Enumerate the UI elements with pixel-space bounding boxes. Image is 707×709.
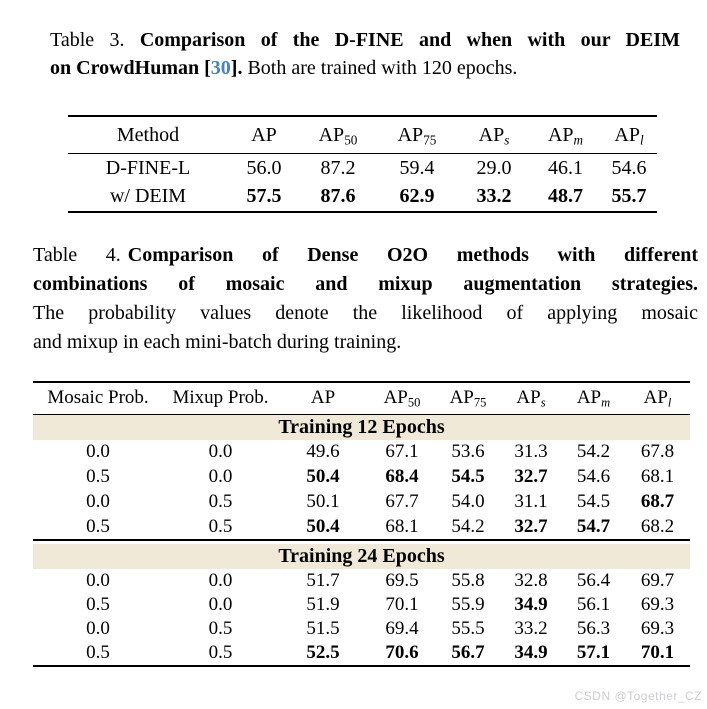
cell-method: D-FINE-L xyxy=(105,156,191,179)
cell-value: 31.1 xyxy=(514,491,548,512)
cell-value: 46.1 xyxy=(548,156,583,179)
cell-value: 52.5 xyxy=(306,641,340,663)
cell-mixup-prob: 0.5 xyxy=(208,515,233,537)
caption-bold-text: Comparison of Dense O2O methods with different xyxy=(127,243,698,266)
table4-header-row xyxy=(33,382,690,415)
section-header-training-12-epochs xyxy=(33,414,690,440)
paper-page xyxy=(0,26,707,709)
cell-value: 70.6 xyxy=(385,641,419,663)
table4-dense-o2o-ablation xyxy=(33,381,690,667)
cell-mosaic-prob: 0.5 xyxy=(86,466,110,487)
cell-value: 57.1 xyxy=(576,641,611,663)
section-title: Training 24 Epochs xyxy=(33,544,690,569)
cell-value: 69.3 xyxy=(640,593,675,615)
cell-value: 68.2 xyxy=(640,515,675,537)
table3-header-row xyxy=(68,116,657,154)
cell-value: 62.9 xyxy=(399,185,435,207)
table4-caption xyxy=(33,241,698,357)
cell-value: 54.2 xyxy=(451,515,485,537)
caption-bold-text: combinations of mosaic and mixup augmentation strategies. xyxy=(33,272,698,295)
cell-value: 55.7 xyxy=(611,185,647,207)
caption-line xyxy=(50,54,680,82)
cell-value: 87.6 xyxy=(320,185,356,207)
cell-value: 48.7 xyxy=(548,185,583,207)
col-header-ap50: $AP_{50}$ xyxy=(300,116,376,154)
table-row xyxy=(33,490,690,515)
cell-value: 32.8 xyxy=(514,569,548,591)
table-row xyxy=(33,593,690,617)
table-row xyxy=(33,641,690,666)
cell-value: 31.3 xyxy=(514,441,548,462)
cell-value: 54.2 xyxy=(576,441,611,462)
col-header-ap-s: $AP_s$ xyxy=(458,116,530,154)
caption-line xyxy=(33,270,698,299)
watermark: CSDN @Together_CZ xyxy=(574,689,702,703)
cell-value: 68.7 xyxy=(640,491,675,512)
caption-text: Both are trained with 120 epochs. xyxy=(247,57,518,79)
cell-value: 49.6 xyxy=(306,441,340,462)
table3-caption xyxy=(50,26,680,82)
cell-value: 33.2 xyxy=(476,185,512,207)
cell-value: 54.6 xyxy=(611,156,647,179)
cell-mixup-prob: 0.0 xyxy=(208,466,233,487)
cell-value: 57.5 xyxy=(246,185,282,207)
cell-value: 69.7 xyxy=(640,569,675,591)
cell-value: 55.5 xyxy=(451,617,485,639)
cell-value: 51.5 xyxy=(306,617,340,639)
cell-mosaic-prob: 0.0 xyxy=(86,441,110,462)
cell-value: 50.4 xyxy=(306,515,340,537)
section-header-training-24-epochs xyxy=(33,544,690,569)
cell-value: 69.4 xyxy=(385,617,419,639)
caption-line xyxy=(33,299,698,328)
cell-value: 55.9 xyxy=(451,593,485,615)
col-header-ap75: $AP_{75}$ xyxy=(376,116,458,154)
cell-value: 51.9 xyxy=(306,593,340,615)
cell-mosaic-prob: 0.5 xyxy=(86,593,110,615)
section-title: Training 12 Epochs xyxy=(33,414,690,440)
col-header-ap-s: $AP_s$ xyxy=(500,382,562,415)
cell-mosaic-prob: 0.0 xyxy=(86,617,110,639)
cell-mixup-prob: 0.0 xyxy=(208,569,233,591)
cell-value: 32.7 xyxy=(514,466,548,487)
cell-value: 54.7 xyxy=(576,515,611,537)
cell-value: 54.0 xyxy=(451,491,485,512)
cell-value: 32.7 xyxy=(514,515,548,537)
caption-text: The probability values denote the likelihood of applying mosaic xyxy=(33,301,698,324)
col-header-ap50: $AP_{50}$ xyxy=(368,382,436,415)
cell-mosaic-prob: 0.0 xyxy=(86,569,110,591)
cell-method: w/ DEIM xyxy=(109,185,187,207)
caption-bold-text: Comparison of the D-FINE and when with our DEIM xyxy=(139,29,680,51)
cell-mixup-prob: 0.5 xyxy=(208,641,233,663)
table-row xyxy=(33,440,690,465)
col-header-mixup-prob: Mixup Prob. xyxy=(163,382,278,415)
cell-value: 54.6 xyxy=(576,466,611,487)
table-row xyxy=(33,465,690,490)
cell-value: 67.7 xyxy=(385,491,419,512)
citation-link[interactable]: 30 xyxy=(210,57,231,79)
cell-value: 67.8 xyxy=(640,441,675,462)
col-header-ap-l: $AP_l$ xyxy=(601,116,657,154)
cell-value: 69.3 xyxy=(640,617,675,639)
cell-value: 50.1 xyxy=(306,491,340,512)
cell-value: 56.3 xyxy=(576,617,611,639)
col-header-ap: AP xyxy=(228,116,300,154)
col-header-ap-m: $AP_m$ xyxy=(530,116,601,154)
cell-value: 54.5 xyxy=(451,466,485,487)
cell-value: 56.0 xyxy=(246,156,282,179)
cell-value: 68.4 xyxy=(385,466,419,487)
cell-mixup-prob: 0.5 xyxy=(208,617,233,639)
col-header-ap-m: $AP_m$ xyxy=(562,382,625,415)
cell-value: 54.5 xyxy=(576,491,611,512)
table-row xyxy=(68,154,657,183)
col-header-mosaic-prob: Mosaic Prob. xyxy=(33,382,163,415)
caption-line xyxy=(33,328,698,357)
col-header-method: Method xyxy=(68,116,228,154)
cell-value: 53.6 xyxy=(451,441,485,462)
caption-line xyxy=(50,26,680,54)
cell-value: 56.7 xyxy=(451,641,485,663)
cell-value: 56.1 xyxy=(576,593,611,615)
cell-value: 87.2 xyxy=(320,156,356,179)
cell-value: 56.4 xyxy=(576,569,611,591)
cell-value: 70.1 xyxy=(640,641,675,663)
cell-value: 51.7 xyxy=(306,569,340,591)
caption-label: Table 3. xyxy=(50,29,140,51)
cell-value: 33.2 xyxy=(514,617,548,639)
table-row xyxy=(68,183,657,212)
cell-mosaic-prob: 0.5 xyxy=(86,641,110,663)
cell-value: 50.4 xyxy=(306,466,340,487)
cell-value: 68.1 xyxy=(385,515,419,537)
table-row xyxy=(33,515,690,540)
table3-dfine-vs-deim xyxy=(68,115,657,213)
cell-mixup-prob: 0.0 xyxy=(208,441,233,462)
table-row xyxy=(33,617,690,641)
col-header-ap-l: $AP_l$ xyxy=(625,382,690,415)
cell-value: 55.8 xyxy=(451,569,485,591)
cell-value: 68.1 xyxy=(640,466,675,487)
caption-line xyxy=(33,241,698,270)
caption-label: Table 4. xyxy=(33,243,121,266)
caption-text: and mixup in each mini-batch during training. xyxy=(33,330,402,353)
cell-mixup-prob: 0.5 xyxy=(208,491,233,512)
cell-mosaic-prob: 0.0 xyxy=(86,491,110,512)
caption-bold-text: on CrowdHuman [ xyxy=(50,57,211,79)
caption-bold-text: ]. xyxy=(230,57,243,79)
cell-value: 67.1 xyxy=(385,441,419,462)
cell-value: 70.1 xyxy=(385,593,419,615)
cell-value: 69.5 xyxy=(385,569,419,591)
col-header-ap: AP xyxy=(278,382,368,415)
col-header-ap75: $AP_{75}$ xyxy=(436,382,500,415)
table-row xyxy=(33,569,690,593)
cell-mixup-prob: 0.0 xyxy=(208,593,233,615)
cell-value: 29.0 xyxy=(476,156,512,179)
cell-value: 59.4 xyxy=(399,156,435,179)
cell-value: 34.9 xyxy=(514,641,548,663)
cell-value: 34.9 xyxy=(514,593,548,615)
cell-mosaic-prob: 0.5 xyxy=(86,515,110,537)
